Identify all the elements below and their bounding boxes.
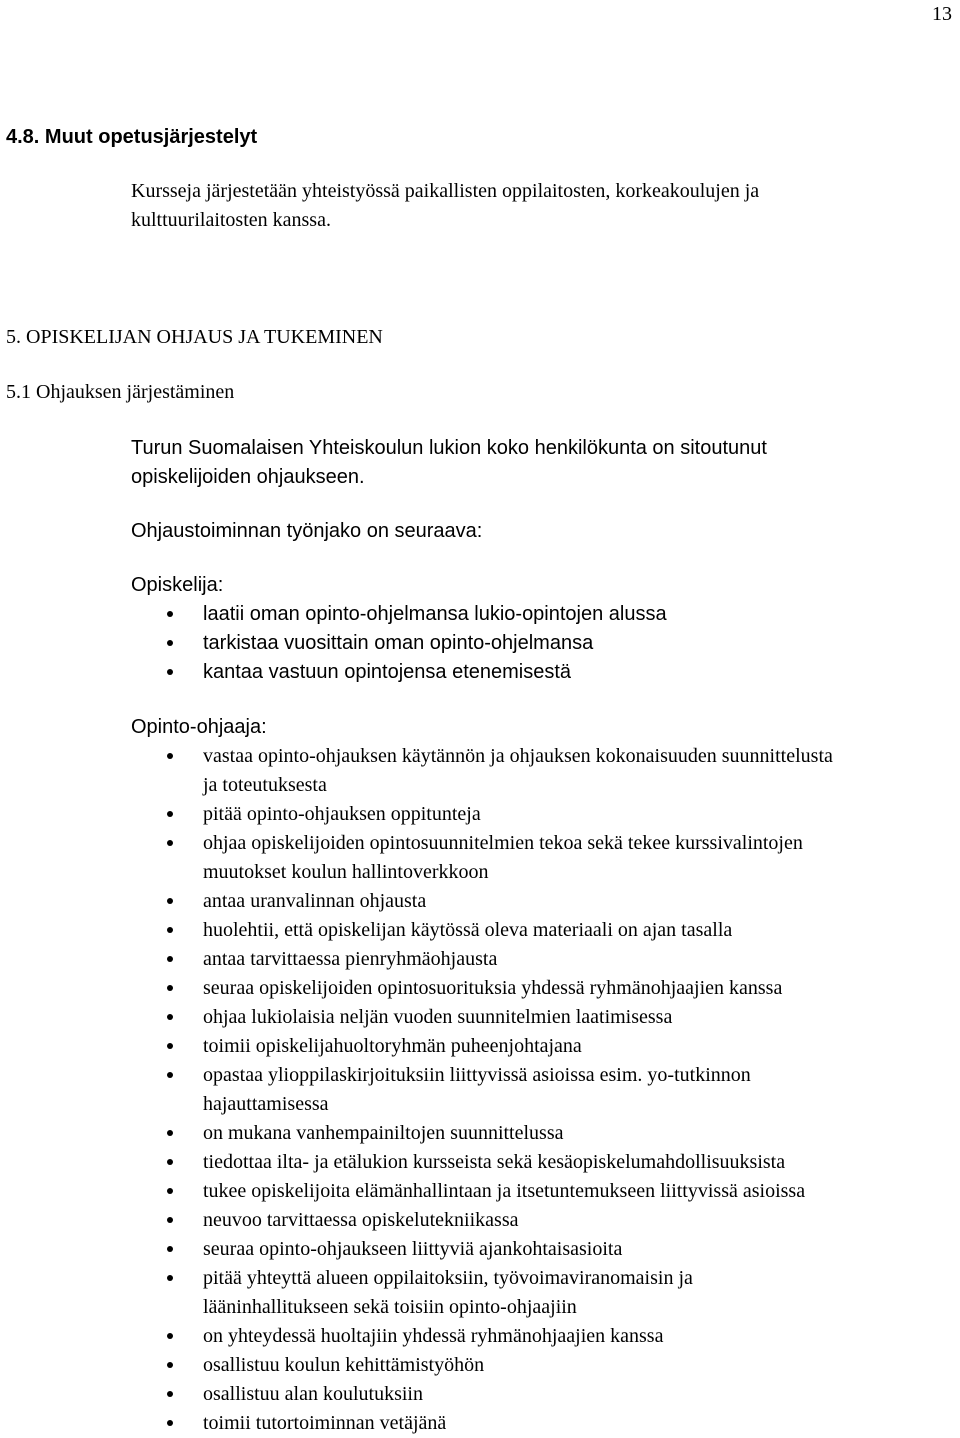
- list-item: [167, 1148, 833, 1177]
- page-number: 13: [932, 3, 952, 25]
- list-item-text: pitää opinto-ohjauksen oppitunteja: [203, 803, 481, 825]
- list-item-text: ohjaa lukiolaisia neljän vuoden suunnitelmien laatimisessa: [203, 1006, 673, 1028]
- section-4-8-paragraph: [131, 177, 759, 235]
- list-item: [167, 1119, 833, 1148]
- list-item-text: toimii tutortoiminnan vetäjänä: [203, 1412, 447, 1434]
- list-item-text: tukee opiskelijoita elämänhallintaan ja itsetuntemukseen liittyvissä asioissa: [203, 1180, 806, 1202]
- paragraph-line: Turun Suomalaisen Yhteiskoulun lukion koko henkilökunta on sitoutunut: [131, 437, 767, 459]
- bullet-icon: [167, 1246, 173, 1252]
- list-item-text: hajauttamisessa: [203, 1093, 329, 1115]
- list-item-text: muutokset koulun hallintoverkkoon: [203, 861, 489, 883]
- list-item-text: lääninhallitukseen sekä toisiin opinto-ohjaajiin: [203, 1296, 577, 1318]
- list-item: [167, 800, 833, 829]
- bullet-icon: [167, 669, 173, 675]
- section-heading-5: 5. OPISKELIJAN OHJAUS JA TUKEMINEN: [6, 326, 383, 348]
- list-item: [167, 1032, 833, 1061]
- counselor-label: Opinto-ohjaaja:: [131, 716, 267, 738]
- bullet-icon: [167, 927, 173, 933]
- list-item-text: tarkistaa vuosittain oman opinto-ohjelmansa: [203, 632, 594, 654]
- list-item-text: seuraa opiskelijoiden opintosuorituksia yhdessä ryhmänohjaajien kanssa: [203, 977, 783, 999]
- list-item: [167, 1409, 833, 1438]
- bullet-icon: [167, 640, 173, 646]
- bullet-icon: [167, 1275, 173, 1281]
- list-item-text: tiedottaa ilta- ja etälukion kursseista sekä kesäopiskelumahdollisuuksista: [203, 1151, 786, 1173]
- bullet-icon: [167, 1014, 173, 1020]
- section-5-1-paragraph: [131, 434, 767, 492]
- bullet-icon: [167, 1217, 173, 1223]
- list-item: [167, 658, 667, 687]
- bullet-icon: [167, 611, 173, 617]
- list-item-text: on yhteydessä huoltajiin yhdessä ryhmänohjaajien kanssa: [203, 1325, 664, 1347]
- list-item: [167, 1322, 833, 1351]
- list-item: [167, 916, 833, 945]
- list-item-text: neuvoo tarvittaessa opiskelutekniikassa: [203, 1209, 519, 1231]
- division-intro: Ohjaustoiminnan työnjako on seuraava:: [131, 520, 483, 542]
- section-heading-5-1: 5.1 Ohjauksen järjestäminen: [6, 381, 235, 403]
- bullet-icon: [167, 1333, 173, 1339]
- list-item-text: opastaa ylioppilaskirjoituksiin liittyvissä asioissa esim. yo-tutkinnon: [203, 1064, 751, 1086]
- list-item: [167, 1235, 833, 1264]
- bullet-icon: [167, 985, 173, 991]
- bullet-icon: [167, 1159, 173, 1165]
- bullet-icon: [167, 1420, 173, 1426]
- list-item-text: seuraa opinto-ohjaukseen liittyviä ajankohtaisasioita: [203, 1238, 623, 1260]
- list-item-text: antaa uranvalinnan ohjausta: [203, 890, 427, 912]
- list-item: [167, 742, 833, 800]
- paragraph-line: opiskelijoiden ohjaukseen.: [131, 466, 365, 488]
- list-item-text: osallistuu koulun kehittämistyöhön: [203, 1354, 485, 1376]
- list-item-text: vastaa opinto-ohjauksen käytännön ja ohjauksen kokonaisuuden suunnittelusta: [203, 745, 833, 767]
- list-item-text: antaa tarvittaessa pienryhmäohjausta: [203, 948, 498, 970]
- list-item: [167, 1177, 833, 1206]
- list-item-text: ja toteutuksesta: [203, 774, 327, 796]
- list-item-text: huolehtii, että opiskelijan käytössä oleva materiaali on ajan tasalla: [203, 919, 733, 941]
- list-item: [167, 974, 833, 1003]
- bullet-icon: [167, 898, 173, 904]
- list-item: [167, 600, 667, 629]
- section-heading-4-8: 4.8. Muut opetusjärjestelyt: [6, 126, 258, 148]
- list-item-text: on mukana vanhempainiltojen suunnittelussa: [203, 1122, 564, 1144]
- list-item-text: kantaa vastuun opintojensa etenemisestä: [203, 661, 572, 683]
- list-item: [167, 1264, 833, 1322]
- list-item-text: laatii oman opinto-ohjelmansa lukio-opintojen alussa: [203, 603, 667, 625]
- list-item-text: osallistuu alan koulutuksiin: [203, 1383, 423, 1405]
- student-label: Opiskelija:: [131, 574, 224, 596]
- bullet-icon: [167, 956, 173, 962]
- bullet-icon: [167, 1043, 173, 1049]
- list-item-text: toimii opiskelijahuoltoryhmän puheenjohtajana: [203, 1035, 582, 1057]
- paragraph-line: kulttuurilaitosten kanssa.: [131, 209, 331, 231]
- student-duties-list: [167, 600, 667, 687]
- list-item: [167, 1003, 833, 1032]
- list-item: [167, 829, 833, 887]
- bullet-icon: [167, 1362, 173, 1368]
- list-item: [167, 1380, 833, 1409]
- paragraph-line: Kursseja järjestetään yhteistyössä paikallisten oppilaitosten, korkeakoulujen ja: [131, 180, 760, 202]
- list-item: [167, 629, 667, 658]
- list-item-text: pitää yhteyttä alueen oppilaitoksiin, työvoimaviranomaisin ja: [203, 1267, 693, 1289]
- counselor-duties-list: [167, 742, 833, 1438]
- bullet-icon: [167, 1130, 173, 1136]
- bullet-icon: [167, 1072, 173, 1078]
- list-item: [167, 1206, 833, 1235]
- list-item: [167, 887, 833, 916]
- bullet-icon: [167, 1391, 173, 1397]
- list-item: [167, 1061, 833, 1119]
- bullet-icon: [167, 840, 173, 846]
- list-item: [167, 945, 833, 974]
- bullet-icon: [167, 1188, 173, 1194]
- list-item: [167, 1351, 833, 1380]
- bullet-icon: [167, 753, 173, 759]
- bullet-icon: [167, 811, 173, 817]
- list-item-text: ohjaa opiskelijoiden opintosuunnitelmien tekoa sekä tekee kurssivalintojen: [203, 832, 803, 854]
